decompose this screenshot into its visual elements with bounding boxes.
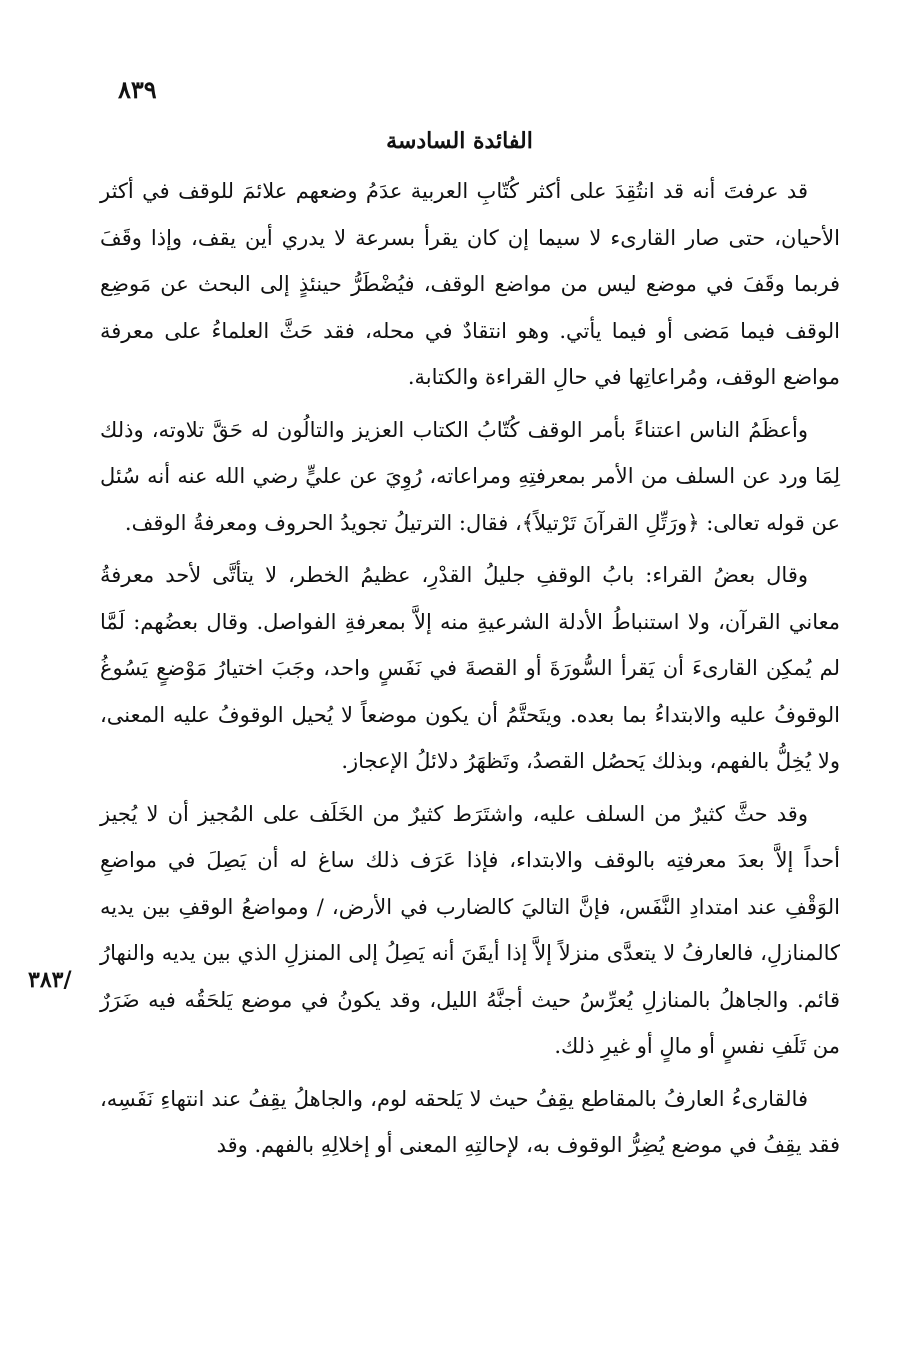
margin-page-reference: /٣٨٣ [28,967,72,993]
paragraph: وأعظَمُ الناس اعتناءً بأمر الوقف كُتّابُ الكتاب العزيز والتالُون له حَقَّ تلاوته، وذلك لِمَا ورد عن السلف من الأمر بمعرفتِهِ ومراعاته، رُوِيَ عن عليٍّ رضي الله عنه أنه سُئل عن قوله تعالى: ﴿ورَتِّلِ القرآنَ تَرْتيلاً﴾، فقال: الترتيلُ تجويدُ الحروف ومعرفةُ الوقف. [100,417,840,535]
page-number: ٨٣٩ [118,75,157,104]
paragraph: وقد حثَّ كثيرٌ من السلف عليه، واشتَرَط كثيرٌ من الخَلَف على المُجيز أن لا يُجيز أحداً إلاَّ بعدَ معرفتِه بالوقف والابتداء، فإذا عَرَف ذلك ساغ له أن يَصِلَ في مواضعِ الوَقْفِ عند امتدادِ النَّفَس، فإنَّ التاليَ كالضارب في الأرض، / ومواضعُ الوقفِ بين يديه كالمنازلِ، فالعارفُ لا يتعدَّى منزلاً إلاَّ إذا أيقَنَ أنه يَصِلُ إلى المنزلِ الذي بين يديه والنهارُ قائم. والجاهلُ بالمنازلِ يُعرِّسُ حيث أجنَّهُ الليل، وقد يكونُ في موضع يَلحَقُه فيه ضَرَرٌ من تَلَفِ نفسٍ أو مالٍ أو غيرِ ذلك. [100,801,840,1058]
page-body [100,168,840,1175]
paragraph: قد عرفتَ أنه قد انتُقِدَ على أكثر كُتّابِ العربية عدَمُ وضعهم علائمَ للوقف في أكثر الأحيان، حتى صار القارىء لا سيما إن كان يقرأ بسرعة لا يدري أين يقف، وإذا وقَفَ فربما وقَفَ في موضع ليس من مواضع الوقف، فيُضْطَرُّ حينئذٍ إلى البحث عن مَوضِع الوقف فيما مَضى أو فيما يأتي. وهو انتقادٌ في محله، فقد حَثَّ العلماءُ على معرفة مواضع الوقف، ومُراعاتِها في حالِ القراءة والكتابة. [100,179,840,389]
section-heading: الفائدة السادسة [386,128,533,154]
paragraph: فالقارىءُ العارفُ بالمقاطع يقِفُ حيث لا يَلحقه لوم، والجاهلُ يقِفُ عند انتهاءِ نَفَسِه، فقد يقِفُ في موضع يُضِرُّ الوقوف به، لإحالتِهِ المعنى أو إخلالِهِ بالفهم. وقد [100,1086,840,1157]
paragraph: وقال بعضُ القراء: بابُ الوقفِ جليلُ القدْرِ، عظيمُ الخطر، لا يتأتَّى لأحد معرفةُ معاني القرآن، ولا استنباطُ الأدلة الشرعيةِ منه إلاَّ بمعرفةِ الفواصل. وقال بعضُهم: لَمَّا لم يُمكِن القارىءَ أن يَقرأ السُّورَةَ أو القصةَ في نَفَسٍ واحد، وجَبَ اختيارُ مَوْضعٍ يَسُوغُ الوقوفُ عليه والابتداءُ بما بعده. ويتَحتَّمُ أن يكون موضعاً لا يُحيل الوقوفُ عليه المعنى، ولا يُخِلُّ بالفهم، وبذلك يَحصُل القصدُ، وتَظهَرُ دلائلُ الإعجاز. [100,563,840,773]
